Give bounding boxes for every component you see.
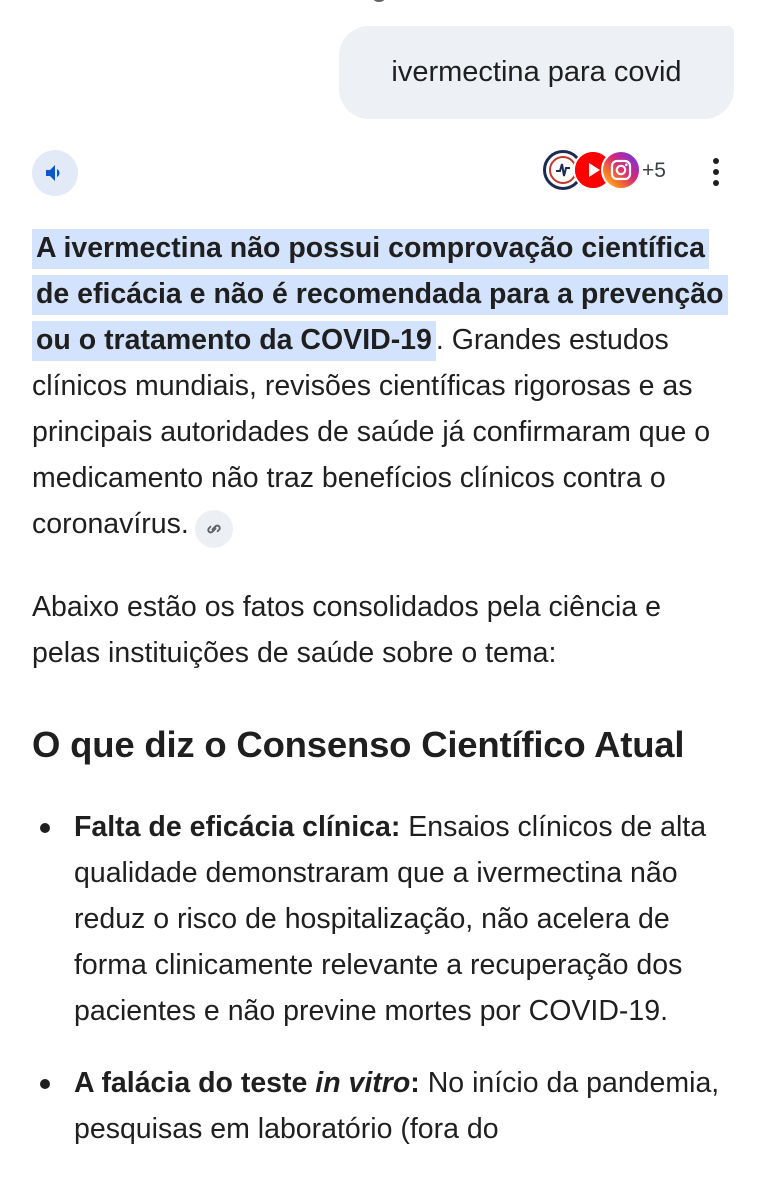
more-sources-count: +5 xyxy=(642,159,666,182)
bullet-dot xyxy=(40,1079,50,1089)
list-item xyxy=(32,804,737,1034)
more-vert-icon xyxy=(713,158,719,186)
instagram-icon xyxy=(601,150,641,190)
cropped-element xyxy=(372,0,386,2)
answer-paragraph xyxy=(32,225,737,548)
intro-paragraph: Abaixo estão os fatos consolidados pela ciência e pelas instituições de saúde sobre o tema: xyxy=(32,591,661,669)
source-link-button[interactable] xyxy=(195,510,233,548)
bottom-fade xyxy=(0,1148,765,1200)
bullet-label: A falácia do teste in vitro: xyxy=(74,1067,420,1099)
bullet-list xyxy=(32,804,737,1178)
sources-button[interactable] xyxy=(543,150,713,194)
bullet-text: No início da pandemia, pesquisas em laboratório (fora do xyxy=(74,1067,720,1145)
link-icon xyxy=(204,519,224,539)
answer-text: . Grandes estudos clínicos mundiais, revisões científicas rigorosas e as principais autoridades de saúde já confirmaram que o medicamento não traz benefícios clínicos contra o coronavírus. xyxy=(32,324,711,540)
bullet-label: Falta de eficácia clínica: xyxy=(74,811,401,843)
list-item xyxy=(32,1060,737,1152)
bullet-text: Ensaios clínicos de alta qualidade demonstraram que a ivermectina não reduz o risco de hospitalização, não acelera de forma clinicamente relevante a recuperação dos pacientes e não previne mortes por COVID-19. xyxy=(74,811,707,1027)
more-options-button[interactable] xyxy=(700,152,732,192)
speaker-icon xyxy=(43,161,67,185)
read-aloud-button[interactable] xyxy=(32,150,78,196)
bullet-dot xyxy=(40,823,50,833)
user-message-text: ivermectina para covid xyxy=(391,56,682,88)
user-message-bubble xyxy=(339,26,734,119)
highlighted-answer: A ivermectina não possui comprovação científica de eficácia e não é recomendada para a prevenção ou o tratamento da COVID-19 xyxy=(32,229,728,361)
section-heading: O que diz o Consenso Científico Atual xyxy=(32,724,685,765)
